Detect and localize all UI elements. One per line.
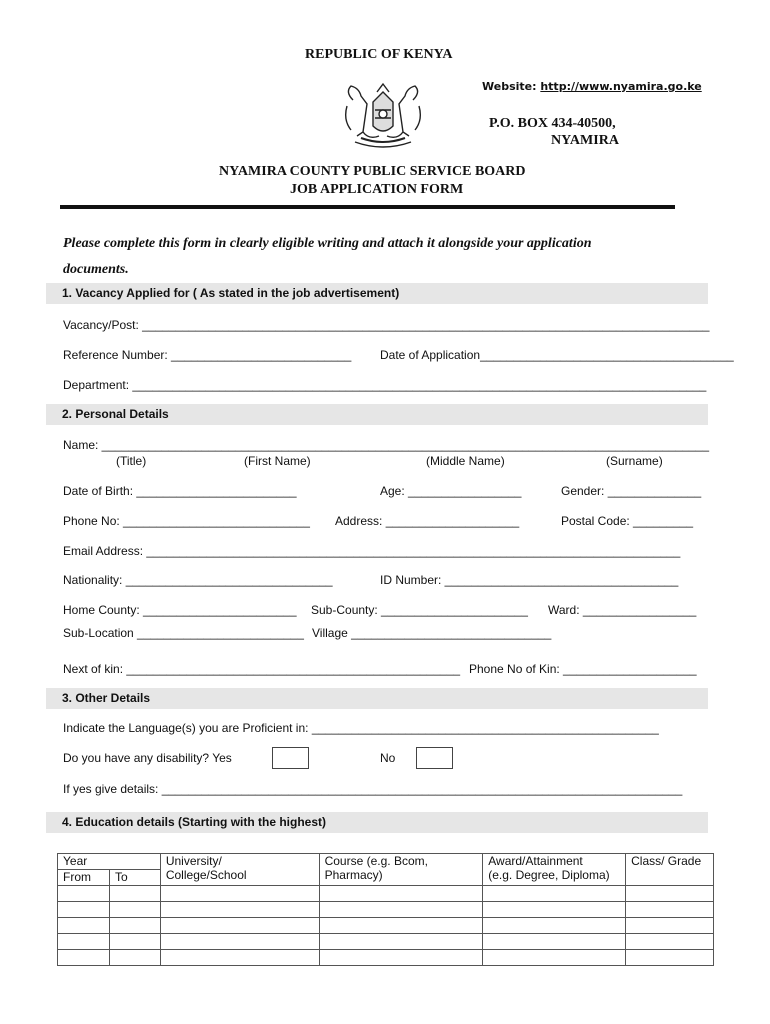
table-row[interactable] [58,950,714,966]
town: NYAMIRA [551,133,619,148]
disability-no-label: No [380,751,396,765]
phone-of-kin-field[interactable]: Phone No of Kin: ____________________ [469,662,697,676]
table-row[interactable] [58,902,714,918]
email-field[interactable]: Email Address: ________________________________________________________________________________ [63,544,681,558]
reference-number-field[interactable]: Reference Number: ___________________________ [63,348,352,362]
section-4-title: 4. Education details (Starting with the highest) [62,815,327,829]
col-year-header: Year [58,854,161,870]
disability-no-checkbox[interactable] [416,747,453,769]
home-county-field[interactable]: Home County: _______________________ [63,603,297,617]
republic-heading: REPUBLIC OF KENYA [305,47,453,62]
header-divider [60,205,675,209]
name-sublabel-middle: (Middle Name) [426,454,505,468]
disability-yes-checkbox[interactable] [272,747,309,769]
id-number-field[interactable]: ID Number: ___________________________________ [380,573,679,587]
website-label: Website: [482,80,541,93]
section-1-header [46,283,708,304]
section-2-header [46,404,708,425]
col-course-header: Course (e.g. Bcom, Pharmacy) [319,854,483,886]
sub-county-field[interactable]: Sub-County: ______________________ [311,603,528,617]
village-field[interactable]: Village ______________________________ [312,626,552,640]
table-row[interactable] [58,918,714,934]
board-name: NYAMIRA COUNTY PUBLIC SERVICE BOARD [219,164,526,179]
next-of-kin-field[interactable]: Next of kin: __________________________________________________ [63,662,461,676]
col-from-header: From [58,870,110,886]
name-sublabel-surname: (Surname) [606,454,663,468]
intro-line-2: documents. [63,262,129,277]
section-4-header [46,812,708,833]
name-field[interactable]: Name: ___________________________________________________________________________________________ [63,438,709,452]
col-to-header: To [109,870,160,886]
disability-question: Do you have any disability? Yes [63,751,232,765]
vacancy-field[interactable]: Vacancy/Post: _____________________________________________________________________________________ [63,318,710,332]
form-title: JOB APPLICATION FORM [290,182,464,197]
postal-code-field[interactable]: Postal Code: _________ [561,514,694,528]
date-of-application-field[interactable]: Date of Application______________________________________ [380,348,734,362]
po-box: P.O. BOX 434-40500, [489,116,616,131]
languages-field[interactable]: Indicate the Language(s) you are Proficient in: ____________________________________________________ [63,721,659,735]
date-of-birth-field[interactable]: Date of Birth: ________________________ [63,484,297,498]
section-1-title: 1. Vacancy Applied for ( As stated in the job advertisement) [62,286,400,300]
intro-line-1: Please complete this form in clearly eligible writing and attach it alongside your application [63,236,592,251]
ward-field[interactable]: Ward: _________________ [548,603,697,617]
phone-field[interactable]: Phone No: ____________________________ [63,514,310,528]
age-field[interactable]: Age: _________________ [380,484,522,498]
name-sublabel-first: (First Name) [244,454,311,468]
address-field[interactable]: Address: ____________________ [335,514,520,528]
disability-details-field[interactable]: If yes give details: ______________________________________________________________________________ [63,782,683,796]
col-university-header: University/ College/School [160,854,319,886]
department-field[interactable]: Department: ______________________________________________________________________________________ [63,378,707,392]
education-header-row [58,854,714,870]
section-2-title: 2. Personal Details [62,407,169,421]
nationality-field[interactable]: Nationality: _______________________________ [63,573,333,587]
table-row[interactable] [58,934,714,950]
website-line [482,80,702,93]
section-3-header [46,688,708,709]
education-table [57,853,714,966]
sub-location-field[interactable]: Sub-Location _________________________ [63,626,304,640]
col-class-header: Class/ Grade [626,854,714,886]
section-3-title: 3. Other Details [62,691,151,705]
col-award-header: Award/Attainment (e.g. Degree, Diploma) [483,854,626,886]
website-link[interactable]: http://www.nyamira.go.ke [540,80,702,93]
name-sublabel-title: (Title) [116,454,147,468]
kenya-coat-of-arms-icon [333,80,433,152]
gender-field[interactable]: Gender: ______________ [561,484,702,498]
table-row[interactable] [58,886,714,902]
